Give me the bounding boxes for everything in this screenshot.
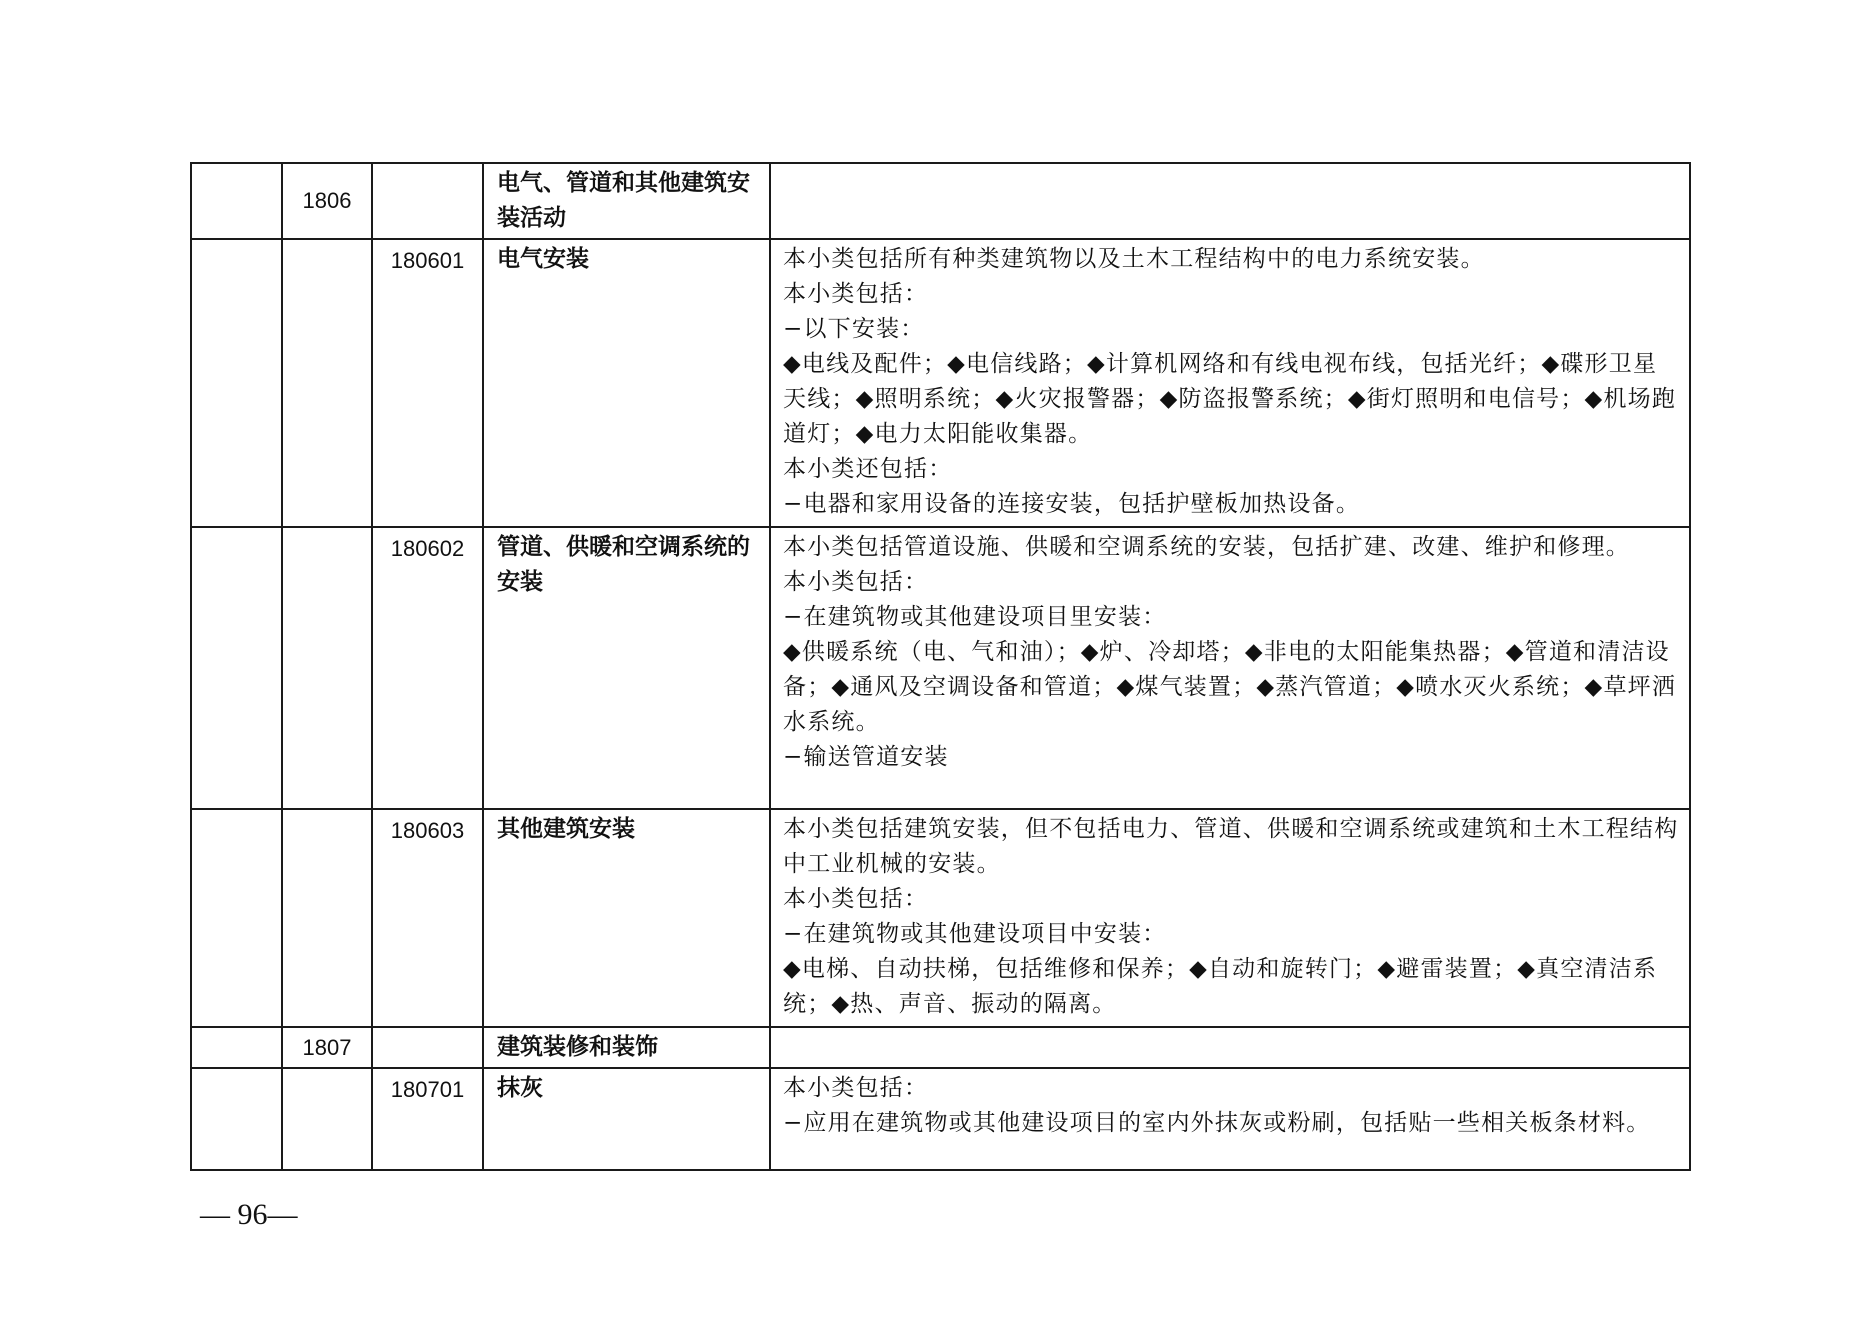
description-line: 本小类还包括：	[783, 456, 953, 482]
description-line: −在建筑物或其他建设项目中安装：	[783, 921, 1167, 947]
classification-table	[190, 162, 1691, 1171]
description-line: −应用在建筑物或其他建设项目的室内外抹灰或粉刷，包括贴一些相关板条材料。	[783, 1110, 1651, 1136]
description-line: 本小类包括：	[783, 886, 929, 912]
category-name-cell: 电气、管道和其他建筑安装活动	[483, 163, 770, 239]
table-body	[191, 163, 1690, 1170]
class-code-cell	[372, 1027, 483, 1068]
group-code-cell	[282, 527, 372, 809]
class-row	[191, 239, 1690, 527]
description-cell	[770, 163, 1690, 239]
group-code-cell	[282, 1068, 372, 1170]
description-line: 本小类包括所有种类建筑物以及土木工程结构中的电力系统安装。	[783, 246, 1485, 272]
description-line: −电器和家用设备的连接安装，包括护壁板加热设备。	[783, 491, 1361, 517]
description-line: −以下安装：	[783, 316, 925, 342]
class-row	[191, 809, 1690, 1027]
class-code-cell: 180603	[372, 809, 483, 1027]
description-line: ◆电梯、自动扶梯，包括维修和保养；◆自动和旋转门；◆避雷装置；◆真空清洁系统；◆热、声音、振动的隔离。	[783, 956, 1658, 1017]
description-line: 本小类包括：	[783, 569, 929, 595]
section-code-cell	[191, 1027, 282, 1068]
description-line: −在建筑物或其他建设项目里安装：	[783, 604, 1167, 630]
section-code-cell	[191, 527, 282, 809]
description-cell	[770, 239, 1690, 527]
page-number: — 96—	[200, 1198, 298, 1231]
description-line: −输送管道安装	[783, 744, 949, 770]
class-code-cell: 180701	[372, 1068, 483, 1170]
group-code-cell	[282, 239, 372, 527]
section-code-cell	[191, 239, 282, 527]
category-name-cell: 电气安装	[483, 239, 770, 527]
group-row	[191, 1027, 1690, 1068]
description-cell	[770, 1068, 1690, 1170]
category-name-cell: 抹灰	[483, 1068, 770, 1170]
description-line: 本小类包括：	[783, 1075, 929, 1101]
group-code-cell: 1807	[282, 1027, 372, 1068]
category-name-cell: 管道、供暖和空调系统的安装	[483, 527, 770, 809]
description-line: 本小类包括管道设施、供暖和空调系统的安装，包括扩建、改建、维护和修理。	[783, 534, 1630, 560]
description-cell	[770, 809, 1690, 1027]
section-code-cell	[191, 163, 282, 239]
class-code-cell: 180601	[372, 239, 483, 527]
category-name-cell: 其他建筑安装	[483, 809, 770, 1027]
description-line: ◆供暖系统（电、气和油）；◆炉、冷却塔；◆非电的太阳能集热器；◆管道和清洁设备；◆通风及空调设备和管道；◆煤气装置；◆蒸汽管道；◆喷水灭火系统；◆草坪洒水系统。	[783, 639, 1677, 735]
description-cell	[770, 527, 1690, 809]
class-row	[191, 527, 1690, 809]
section-code-cell	[191, 1068, 282, 1170]
group-row	[191, 163, 1690, 239]
class-row	[191, 1068, 1690, 1170]
class-code-cell	[372, 163, 483, 239]
description-line: 本小类包括建筑安装，但不包括电力、管道、供暖和空调系统或建筑和土木工程结构中工业机械的安装。	[783, 816, 1679, 877]
description-cell	[770, 1027, 1690, 1068]
description-line: ◆电线及配件；◆电信线路；◆计算机网络和有线电视布线，包括光纤；◆碟形卫星天线；◆照明系统；◆火灾报警器；◆防盗报警系统；◆街灯照明和电信号；◆机场跑道灯；◆电力太阳能收集器。	[783, 351, 1677, 447]
group-code-cell	[282, 809, 372, 1027]
group-code-cell: 1806	[282, 163, 372, 239]
description-line: 本小类包括：	[783, 281, 929, 307]
section-code-cell	[191, 809, 282, 1027]
category-name-cell: 建筑装修和装饰	[483, 1027, 770, 1068]
class-code-cell: 180602	[372, 527, 483, 809]
